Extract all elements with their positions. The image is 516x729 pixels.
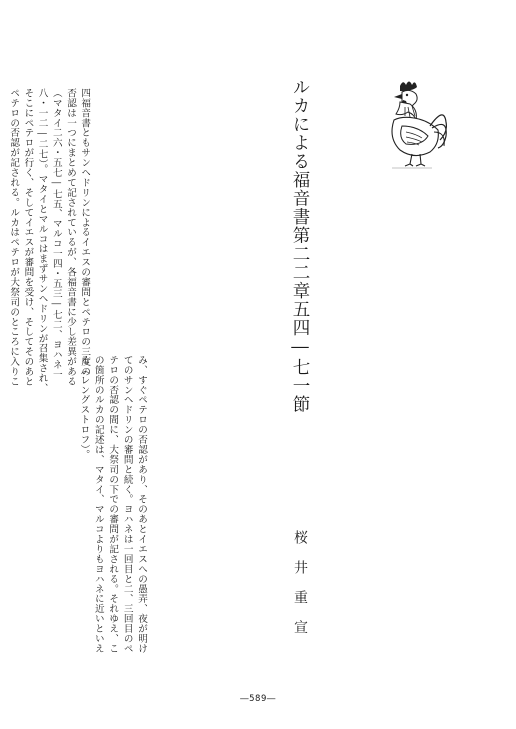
text-line: （マタイ二六・五七―七五、マルコ一四・五三―七二、ヨハネ一 <box>50 88 62 380</box>
rooster-illustration <box>372 76 454 172</box>
body-text-upper <box>6 88 196 394</box>
text-line: テロの否認の間に、大祭司の下での審問が記される。それゆえ、こ <box>107 355 119 654</box>
text-column <box>6 88 91 394</box>
text-line: 四福音書ともサンヘドリンによるイエスの審問とペテロの三度の <box>79 88 91 377</box>
text-line: の箇所のルカの記述は、マタイ、マルコよりもヨハネに近いといえ <box>92 355 104 654</box>
page-number: ―589― <box>240 694 276 704</box>
text-line: てのサンヘドリンの審問と続く。ヨハネは一回目と二、三回目のペ <box>121 355 133 654</box>
author-name: 桜井重宣 <box>292 530 308 650</box>
text-column <box>76 355 148 667</box>
text-line: 否認は一つにまとめて記されているが、各福音書に少し差異がある <box>65 88 77 387</box>
text-line: そこにペテロが行く、そしてイエスが審問を受け、そしてそのあと <box>22 88 34 387</box>
article-title: ルカによる福音書第二二章五四―七一節 <box>290 78 310 414</box>
text-line: 八・一二―二七）。マタイとマルコはまずサンヘドリンが召集され、 <box>36 88 48 394</box>
text-line: ペテロの否認が記される。ルカはペテロが大祭司のところに入りこ <box>8 88 20 387</box>
text-line: み、すぐペテロの否認があり、そのあとイエスへの愚弄、夜が明け <box>136 355 148 654</box>
body-text-lower <box>76 355 276 667</box>
text-line: る（レングストロフ）。 <box>78 355 90 460</box>
